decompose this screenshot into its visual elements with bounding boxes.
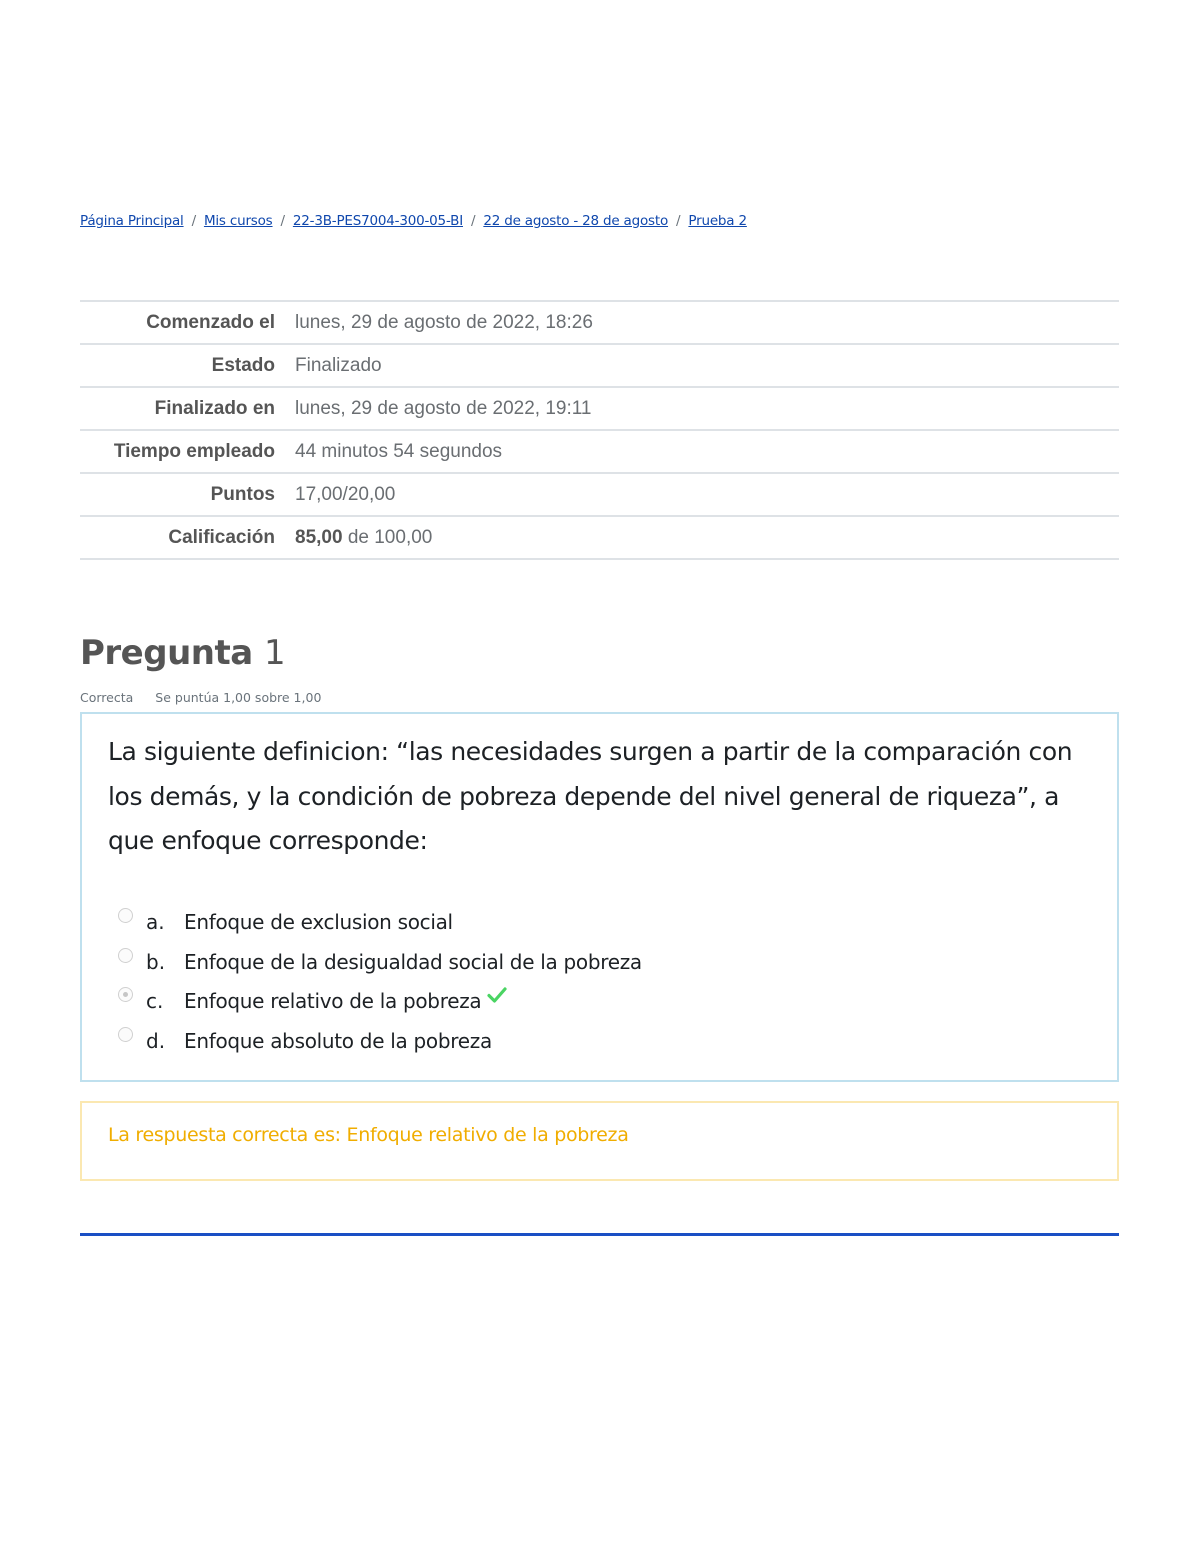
summary-row-points	[80, 473, 1119, 516]
summary-value: 17,00/20,00	[295, 484, 396, 505]
correct-answer-feedback: La respuesta correcta es: Enfoque relativo de la pobreza	[108, 1124, 629, 1146]
summary-label: Comenzado el	[146, 312, 275, 333]
attempt-summary-table	[80, 300, 1119, 560]
option-label: Enfoque absoluto de la pobreza	[184, 1028, 492, 1053]
breadcrumb	[80, 213, 747, 229]
radio-button[interactable]	[118, 908, 133, 923]
breadcrumb-my-courses-link[interactable]: Mis cursos	[203, 213, 273, 229]
grade-score: 85,00	[295, 527, 343, 548]
option-label: Enfoque relativo de la pobreza	[184, 989, 482, 1013]
summary-value: lunes, 29 de agosto de 2022, 19:11	[295, 398, 592, 419]
feedback-box	[80, 1101, 1119, 1181]
summary-label: Calificación	[168, 527, 275, 548]
summary-row-grade	[80, 516, 1119, 559]
breadcrumb-separator: /	[676, 213, 681, 229]
summary-row-finished	[80, 387, 1119, 430]
summary-value: Finalizado	[295, 355, 382, 376]
option-label: Enfoque de la desigualdad social de la pobreza	[184, 949, 642, 974]
radio-button[interactable]	[118, 1027, 133, 1042]
option-letter: a.	[146, 910, 165, 934]
question-heading	[80, 633, 285, 673]
question-text: La siguiente definicion: “las necesidades surgen a partir de la comparación con los demás, y la condición de pobreza depende del nivel general de riqueza”, a que enfoque corresponde:	[108, 737, 1073, 855]
question-heading-label: Pregunta	[80, 633, 253, 673]
option-letter: c.	[146, 989, 164, 1013]
option-label: Enfoque de exclusion social	[184, 910, 453, 934]
option-label-wrapper	[184, 989, 507, 1013]
breadcrumb-course-link[interactable]: 22-3B-PES7004-300-05-BI	[292, 213, 463, 229]
summary-label: Puntos	[210, 484, 275, 505]
question-info	[80, 690, 321, 705]
radio-button[interactable]	[118, 948, 133, 963]
option-letter: b.	[146, 949, 166, 974]
summary-value: lunes, 29 de agosto de 2022, 18:26	[295, 312, 593, 333]
breadcrumb-separator: /	[470, 213, 476, 229]
question-number: 1	[264, 633, 286, 673]
option-letter: d.	[146, 1028, 166, 1053]
breadcrumb-quiz-link[interactable]: Prueba 2	[688, 213, 747, 229]
question-content-box	[80, 712, 1119, 1082]
summary-label: Tiempo empleado	[113, 441, 275, 462]
summary-row-started	[80, 301, 1119, 344]
breadcrumb-separator: /	[191, 213, 196, 229]
breadcrumb-separator: /	[280, 213, 285, 229]
question-grade-info: Se puntúa 1,00 sobre 1,00	[155, 690, 322, 705]
summary-row-state	[80, 344, 1119, 387]
check-icon	[487, 985, 507, 1009]
summary-value	[295, 516, 1119, 559]
summary-value: 44 minutos 54 segundos	[295, 441, 503, 462]
breadcrumb-week-link[interactable]: 22 de agosto - 28 de agosto	[483, 213, 669, 229]
summary-label: Estado	[211, 355, 275, 376]
question-state: Correcta	[80, 690, 134, 705]
summary-label: Finalizado en	[154, 398, 275, 419]
summary-row-time-taken	[80, 430, 1119, 473]
breadcrumb-home-link[interactable]: Página Principal	[80, 213, 184, 229]
section-divider	[80, 1233, 1119, 1236]
radio-button-selected[interactable]	[118, 987, 133, 1002]
grade-suffix: de 100,00	[347, 527, 433, 548]
